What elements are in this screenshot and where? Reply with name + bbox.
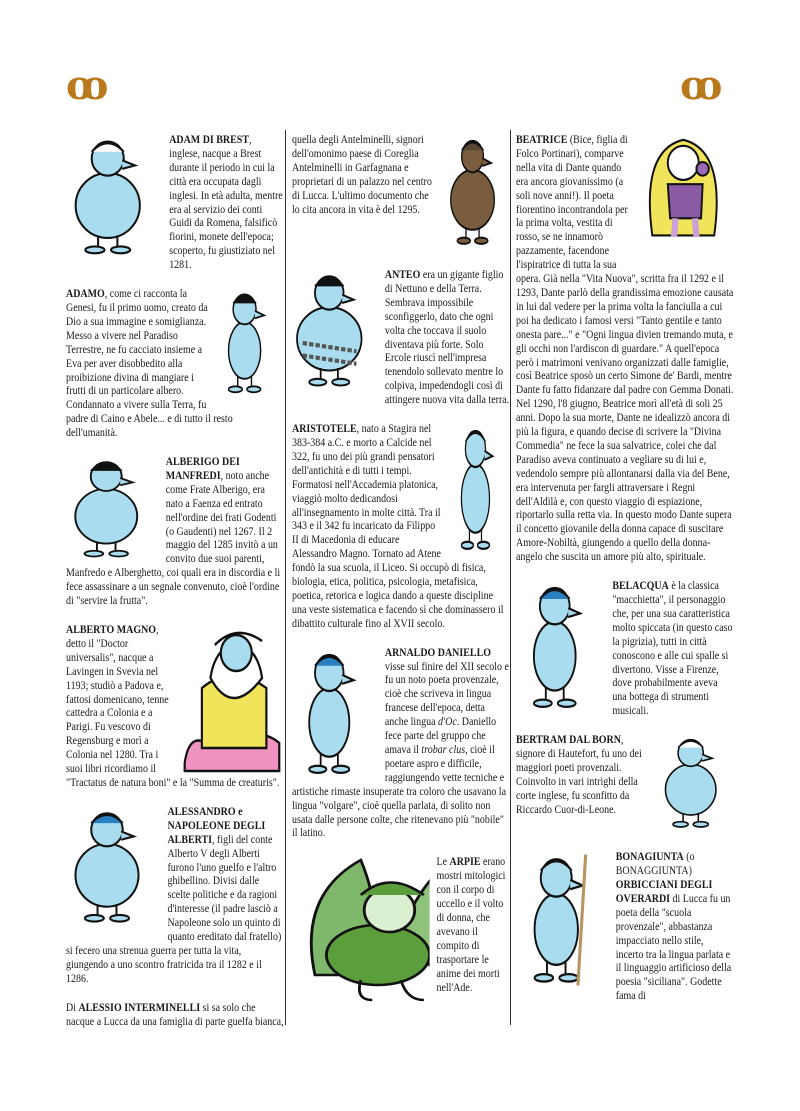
caricature-drawing	[658, 733, 734, 833]
caricature-drawing	[66, 805, 161, 929]
column-divider	[285, 130, 286, 1025]
column-right	[516, 133, 734, 1018]
beatrice-illustration	[641, 133, 734, 261]
entry-name: ORBICCIANI DEGLI OVERARDI	[615, 877, 713, 905]
entry-text: , signore di Hautefort, fu uno dei maggiori poeti provenzali. Coinvolto in vari intrighi della corte inglese, fu sconfitto da Riccardo Cuor-di-Leone.	[516, 733, 642, 816]
entry-name: ADAM DI BREST	[169, 133, 249, 146]
arpie-illustration	[292, 855, 430, 1005]
entry-italic: d'Oc	[438, 715, 457, 729]
entry-name: ALBERIGO DEI MANFREDI	[165, 455, 240, 482]
caricature-drawing	[292, 646, 378, 781]
entry-arpie	[292, 855, 510, 1007]
entry-name: ANTEO	[384, 268, 421, 281]
entry-text: (o BONAGGIUNTA)	[615, 850, 695, 878]
column-divider	[510, 130, 511, 1025]
adam-di-brest-illustration	[66, 133, 162, 261]
caricature-drawing	[444, 133, 509, 251]
entry-text: , detto il "Doctor universalis", nacque a Lavingen in Svevia nel 1193; studiò a Padova e, fattosi domenicano, tenne cattedra a Colonia e a Parigi. Fu vescovo di Regensburg e morì a Colonia nel 1280. Tra i suoi libri ricordiamo il "Tractatus de natura boni" e la "Summa de creaturis".	[66, 623, 280, 789]
entry-alessio-continued	[292, 133, 510, 253]
entry-bertram-dal-born	[516, 733, 734, 835]
ornament-right: ꝏ	[680, 62, 723, 109]
entry-text: , nato a Stagira nel 383-384 a.C. e morto a Calcide nel 322, fu uno dei più grandi pensatori dell'antichità e di tutti i tempi. Formatosi nell'Accademia platonica, viaggiò molto dedicandosi all'insegnamento in molte città. Tra il 343 e il 342 fu incaricato da Filippo II di Macedonia di educare Alessandro Magno. Tornato ad Atene fondò la sua scuola, il Liceo. Si occupò di fisica, biologia, etica, politica, psicologia, metafisica, poetica, retorica e logica dando a queste discipline una veste sistematica e facendo sì che dominassero il dibattito culturale fino al XVII secolo.	[292, 422, 504, 630]
alberti-brothers-illustration	[66, 805, 161, 929]
entry-belacqua	[516, 579, 734, 718]
entry-name: BONAGIUNTA	[615, 850, 684, 864]
caricature-drawing	[516, 579, 605, 715]
entry-arnaldo-daniello	[292, 646, 510, 841]
alberigo-illustration	[66, 455, 159, 563]
adamo-illustration	[215, 287, 284, 399]
caricature-drawing	[66, 455, 159, 563]
entry-name: ARNALDO DANIELLO	[384, 645, 491, 659]
entry-alessio-interminelli	[66, 1001, 284, 1029]
entry-name: ARPIE	[449, 855, 481, 869]
entry-beatrice	[516, 133, 734, 564]
entry-text: , inglese, nacque a Brest durante il periodo in cui la città era occupata dagli inglesi. In età adulta, mentre era al servizio dei conti Guidi da Romena, falsificò fiorini, monete dell'epoca; scoperto, fu giustiziato nel 1281.	[169, 133, 283, 272]
alessio-illustration	[444, 133, 509, 251]
anteo-illustration	[292, 268, 378, 393]
column-middle	[292, 133, 510, 1022]
entry-text: quella degli Antelminelli, signori dell'omonimo paese di Coreglia Antelminelli in Garfagnana e proprietari di un palazzo nel centro di Lucca. L'ultimo documento che lo cita ancora in vita è del 1295.	[292, 133, 432, 216]
entry-name: ARISTOTELE	[292, 422, 357, 436]
caricature-drawing	[180, 623, 283, 773]
entry-text: era un gigante figlio di Nettuno e della Terra. Sembrava impossibile sconfiggerlo, dato che ogni volta che toccava il suolo diventava più forte. Solo Ercole riuscì nell'impresa tenendolo sollevato mentre lo colpiva, impedendogli così di attingere nuova vita dalla terra.	[384, 268, 510, 407]
entry-anteo	[292, 268, 510, 407]
caricature-drawing	[292, 268, 378, 393]
entry-name: BERTRAM DAL BORN	[516, 733, 621, 747]
bertram-illustration	[658, 733, 734, 833]
entry-text: (Bice, figlia di Folco Portinari), comparve nella vita di Dante quando era ancora giovanissimo (a soli nove anni!). Il poeta fiorentino incontrandola per la prima volta, vestita di rosso, se ne innamorò pazzamente, facendone l'ispiratrice di tutta la sua opera. Già nella "Vita Nuova", scritta fra il 1292 e il 1293, Dante parlò della grandissima emozione causata in lui dal vedere per la prima volta la fanciulla a cui poi ha dedicato i famosi versi "Tanto gentile e tanto onesta pare..." e "Ogni lingua divien tremando muta, e gli occhi non l'ardiscon di guardare." A quell'epoca però i matrimoni venivano organizzati dalle famiglie, così Beatrice sposò un certo Simone de' Bardi, mentre Dante fu fatto fidanzare dal padre con Gemma Donati. Nel 1290, l'8 giugno, Beatrice morì all'età di soli 25 anni. Dopo la sua morte, Dante ne idealizzò ancora di più la figura, e quando decise di scrivere la "Divina Commedia" ne fece la sua salvatrice, colei che dal Paradiso aveva continuato a vegliare su di lui e, vedendolo sempre più allontanarsi dalla via del Bene, era intervenuta per fargli attraversare i Regni dell'Aldilà e, con questo viaggio di espiazione, riportarlo sulla retta via. In questo modo Dante supera il concetto giovanile della donna capace di suscitare Amore-Nobiltà, giungendo a quello della donna-angelo che suscita un amore più alto, spirituale.	[516, 133, 734, 564]
entry-name: ALESSIO INTERMINELLI	[78, 1000, 201, 1014]
caricature-drawing	[215, 287, 284, 399]
entry-aristotele	[292, 422, 510, 631]
ornament-left: ꝏ	[66, 62, 109, 109]
caricature-drawing	[66, 133, 162, 261]
caricature-drawing	[449, 422, 509, 557]
entry-text: di Lucca fu un poeta della "scuola provenzale", abbastanza impacciato nello stile, incerto tra la lingua parlata e il linguaggio artificioso della poesia "siciliana". Godette fama di	[615, 891, 732, 1003]
entry-adam-di-brest	[66, 133, 284, 272]
entry-name: BEATRICE	[516, 133, 568, 146]
entry-text: , figli del conte Alberto V degli Alberti furono l'uno guelfo e l'altro ghibellino. Divisi dalle scelte politiche e da ragioni d'interesse (il padre lasciò a Napoleone solo un quinto di quanto ereditato dal fratello) si fecero una strenua guerra per tutta la vita, giungendo a uno scontro fratricida tra il 1282 e il 1286.	[66, 832, 282, 985]
entry-adamo	[66, 287, 284, 440]
aristotele-illustration	[449, 422, 509, 557]
entry-name: ADAMO	[66, 287, 105, 301]
arnaldo-illustration	[292, 646, 378, 781]
entry-alberto-magno	[66, 623, 284, 790]
entry-text: . Daniello fece parte del gruppo che amava il	[384, 715, 497, 756]
column-left	[66, 133, 284, 1043]
belacqua-illustration	[516, 579, 605, 715]
entry-text: si sa solo che nacque a Lucca da una famiglia di parte guelfa bianca,	[66, 1000, 284, 1028]
entry-prefix: Le	[436, 855, 450, 869]
entry-bonagiunta	[516, 850, 734, 1003]
caricature-drawing	[292, 855, 430, 1005]
entry-alberigo-dei-manfredi	[66, 455, 284, 608]
bonagiunta-illustration	[516, 850, 609, 990]
entry-name: ALBERTO MAGNO	[66, 623, 157, 636]
caricature-drawing	[516, 850, 609, 990]
entry-text: , noto anche come Frate Alberigo, era nato a Faenza ed entrato nell'ordine dei frati Godenti (o Gaudenti) nel 1267. Il 2 maggio del 1285 invitò a un convito due suoi parenti, Manfredo e Alberghetto, coi quali era in discordia e li fece assassinare a un segnale convenuto, cioè l'ordine di "servire la frutta".	[66, 468, 281, 608]
entry-prefix: Di	[66, 1000, 79, 1014]
entry-text: visse sul finire del XII secolo e fu un noto poeta provenzale, cioè che scriveva in lingua francese dell'epoca, detta anche lingua	[384, 659, 509, 729]
entry-name: BELACQUA	[612, 579, 669, 593]
entry-name: ALESSANDRO e NAPOLEONE DEGLI ALBERTI	[167, 804, 266, 846]
entry-text: , come ci racconta la Genesi, fu il primo uomo, creato da Dio a sua immagine e somiglianza. Messo a vivere nel Paradiso Terrestre, ne fu cacciato insieme a Eva per aver disobbedito alla proibizione divina di mangiare i frutti di un particolare albero. Condannato a vivere sulla Terra, fu padre di Caino e Abele... e di tutto il resto dell'umanità.	[66, 287, 233, 440]
entry-text: erano mostri mitologici con il corpo di uccello e il volto di donna, che avevano il compito di trasportare le anime dei morti nell'Ade.	[436, 855, 506, 994]
caricature-drawing	[641, 133, 734, 261]
alberto-magno-illustration	[180, 623, 283, 773]
entry-text: è la classica "macchietta", il personaggio che, per una sua caratteristica molto spiccata (in questo caso la pigrizia), tutti in città conoscono e alle cui spalle si divertono. Visse a Firenze, dove probabilmente aveva una bottega di strumenti musicali.	[612, 579, 733, 718]
entry-text: , cioè il poetare aspro e difficile, raggiungendo vette tecniche e artistiche rimaste insuperate tra coloro che usavano la lingua "volgare", cioè quella parlata, di solito non usata dalle persone colte, che ritenevano più "nobile" il latino.	[292, 743, 507, 840]
entry-italic: trobar clus	[421, 743, 466, 756]
entry-alessandro-napoleone	[66, 805, 284, 986]
